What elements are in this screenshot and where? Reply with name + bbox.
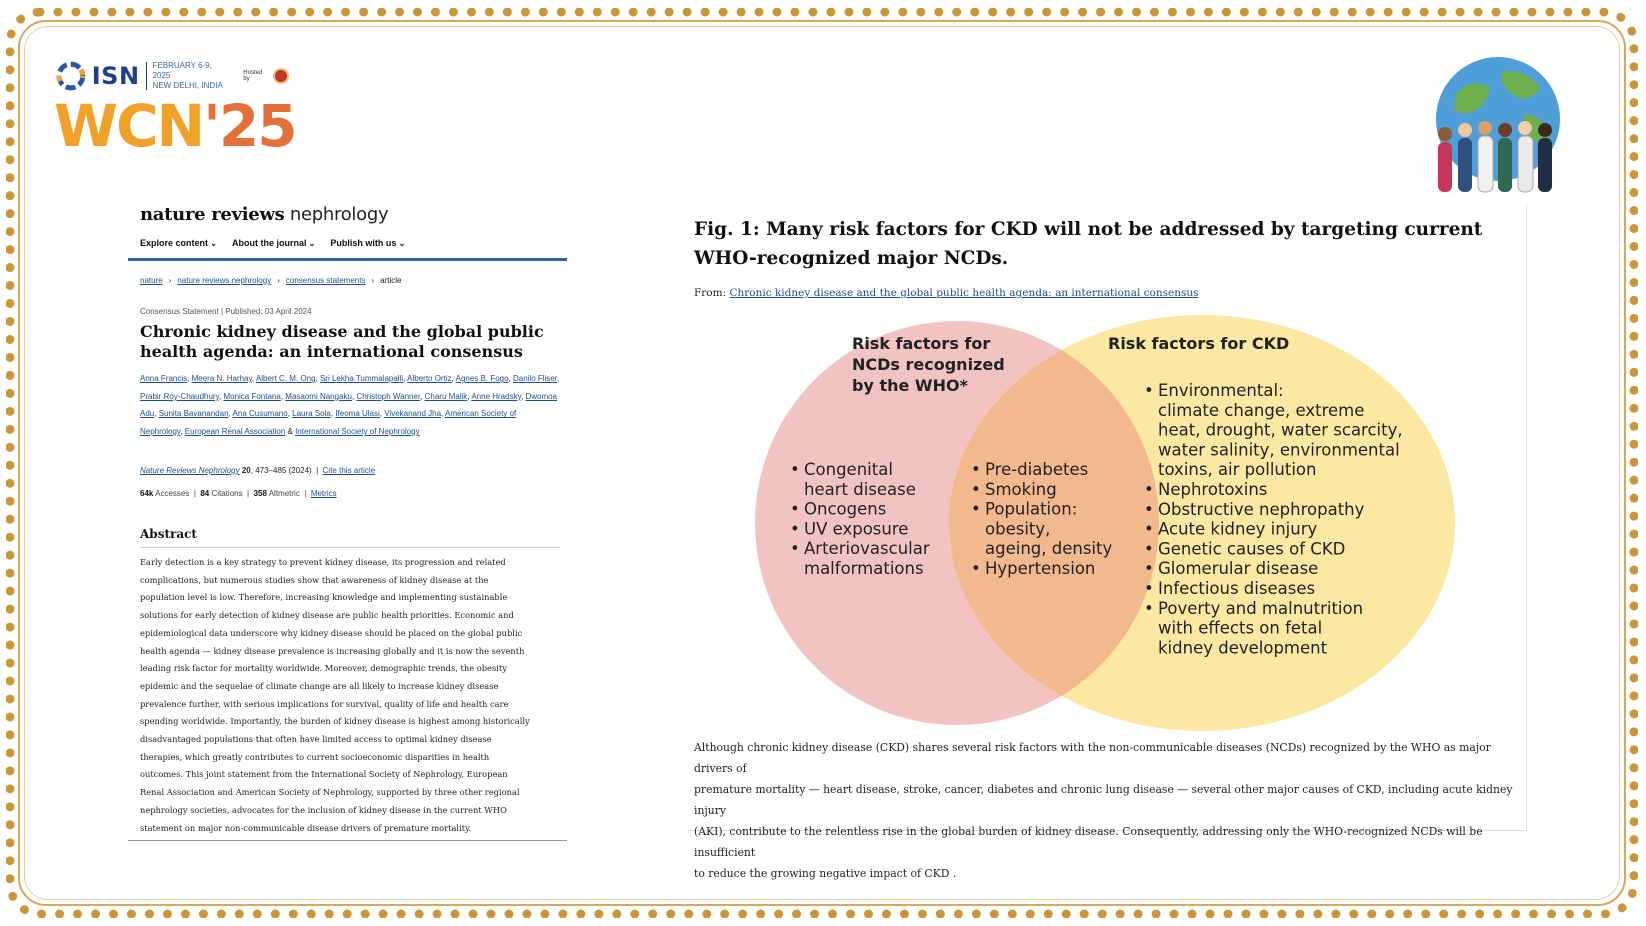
author-link[interactable]: American Society of Nephrology (140, 409, 517, 437)
author-link[interactable]: Agnes B. Fogo (455, 374, 509, 383)
author-link[interactable]: Meera N. Harhay (191, 374, 252, 383)
author-link[interactable]: Ana Cusumano (232, 409, 288, 419)
venn-item: Infectious diseases (1158, 579, 1316, 598)
bullet-icon: • (1144, 559, 1154, 579)
isn-ring-icon (54, 59, 88, 93)
abstract-line: health agenda — kidney disease prevalence is increasing globally and it is now the seventh (140, 645, 525, 656)
bullet-icon: • (1144, 519, 1154, 539)
venn-item: Smoking (985, 479, 1057, 499)
author-link[interactable]: European Renal Association (184, 427, 286, 437)
abstract-line: leading risk factor for mortality worldwide. Moreover, demographic trends, the obesity (140, 663, 507, 674)
abstract-line: population level is low. Therefore, increasing knowledge and implementing sustainable (140, 592, 508, 603)
journal-citation: Nature Reviews Nephrology 20, 473–485 (2024) | Cite this article (140, 466, 376, 475)
author-link[interactable]: Danilo Fliser (513, 374, 558, 383)
venn-item: Arteriovascular (804, 539, 930, 559)
wcn-wordmark: WCN'25 (54, 92, 296, 160)
nav-publish-with-us[interactable]: Publish with us ⌄ (330, 238, 405, 248)
abstract-line: Early detection is a key strategy to prevent kidney disease, its progression and related (140, 557, 506, 567)
publish-date: Published: 03 April 2024 (225, 307, 312, 316)
caption-line: premature mortality — heart disease, stroke, cancer, diabetes and chronic lung disease — several other major causes of CKD, including acute kidney injury (694, 783, 1513, 817)
author-link[interactable]: Christoph Wanner (356, 391, 421, 401)
author-link[interactable]: Anna Francis (140, 374, 188, 383)
venn-item: Congenital (804, 460, 893, 479)
venn-item: heat, drought, water scarcity, (1158, 420, 1403, 440)
venn-item: Population: (985, 499, 1078, 519)
breadcrumb-consensus[interactable]: consensus statements (285, 276, 366, 285)
venn-left-heading: NCDs recognized (852, 355, 1005, 374)
article-meta: Consensus Statement | Published: 03 April 2024 (140, 307, 312, 316)
abstract-line: complications, but numerous studies show that awareness of kidney disease at the (140, 574, 489, 585)
article-metrics: 64k Accesses | 84 Citations | 358 Altmetric | Metrics (140, 489, 337, 498)
congress-date: FEBRUARY 6-9, 2025 NEW DELHI, INDIA (152, 61, 223, 90)
metrics-link[interactable]: Metrics (310, 489, 337, 498)
venn-item: Genetic causes of CKD (1158, 539, 1346, 559)
venn-item: Pre-diabetes (985, 460, 1089, 479)
breadcrumb-nature[interactable]: nature (140, 276, 163, 285)
abstract-heading: Abstract (140, 527, 197, 541)
abstract-line: Renal Association and American Society of Nephrology, supported by three other regional (140, 787, 520, 798)
chevron-right-icon: › (371, 276, 375, 285)
venn-item: Acute kidney injury (1158, 519, 1318, 539)
author-link[interactable]: Ifeoma Ulasi (335, 409, 380, 419)
author-link[interactable]: Masaomi Nangaku (285, 391, 352, 401)
abstract-line: epidemic and the sequelae of climate change are all likely to increase kidney disease (140, 680, 499, 691)
author-list: Anna Francis, Meera N. Harhay, Albert C. M. Ong, Sri Lekha Tummalapalli, Alberto Ortiz, Agnes B. Fogo, Danilo Fliser, Prabir Roy-Chaudhury, Monica Fontana, Masaomi Nangaku, Christoph Wanner, Charu Malik, Anne Hradsky, Dwomoa Adu, Sunita Bavanandan, Ana Cusumano, Laura Sola, Ifeoma Ulasi, Vivekanand Jha, American Society of Nephrology, European Renal Association & International Society of Nephrology (140, 374, 560, 437)
journal-nav (140, 238, 405, 248)
venn-item: climate change, extreme (1158, 400, 1365, 420)
venn-diagram (752, 313, 1457, 733)
venn-item: Glomerular disease (1158, 559, 1319, 579)
author-link[interactable]: Laura Sola (292, 409, 331, 419)
author-link[interactable]: Monica Fontana (223, 391, 281, 401)
venn-item: heart disease (804, 479, 916, 499)
abstract-line: outcomes. This joint statement from the International Society of Nephrology, European (140, 769, 508, 780)
author-link[interactable]: Charu Malik (424, 391, 468, 401)
venn-item: Oncogens (804, 499, 887, 519)
venn-item: Nephrotoxins (1158, 480, 1268, 499)
journal-pages: , 473–485 (2024) (250, 466, 312, 475)
wcn25-logo (54, 58, 296, 160)
abstract-line: disadvantaged populations that often have limited access to optimal kidney disease (140, 734, 492, 745)
globe-people-illustration (1428, 54, 1568, 199)
nav-divider (128, 258, 567, 261)
hosted-by-label: Hosted by (243, 70, 263, 82)
venn-right-heading: Risk factors for CKD (1108, 334, 1290, 353)
venn-item: malformations (804, 559, 924, 578)
nav-explore-content[interactable]: Explore content ⌄ (140, 238, 217, 248)
article-card (128, 196, 567, 841)
isn-divider (146, 62, 147, 90)
journal-brand[interactable]: nature reviews nephrology (140, 204, 389, 225)
breadcrumb-journal[interactable]: nature reviews nephrology (177, 276, 272, 285)
bullet-icon: • (1144, 539, 1154, 559)
isn-header (54, 58, 289, 94)
bullet-icon: • (790, 460, 800, 479)
author-link[interactable]: Anne Hradsky (471, 391, 521, 401)
card-bottom-rule (128, 840, 567, 841)
venn-item: with effects on fetal (1158, 618, 1323, 638)
breadcrumb-current: article (380, 276, 402, 285)
nav-about-journal[interactable]: About the journal ⌄ (232, 238, 315, 248)
chevron-right-icon: › (277, 276, 280, 285)
venn-item: UV exposure (804, 519, 909, 539)
venn-item: ageing, density (985, 539, 1113, 559)
chevron-right-icon: › (168, 276, 172, 285)
bullet-icon: • (971, 559, 981, 578)
abstract-line: therapies, which greatly contributes to current socioeconomic disparities in health (140, 751, 490, 762)
author-link[interactable]: Vivekanand Jha (384, 409, 442, 419)
article-title: Chronic kidney disease and the global public health agenda: an international consensus (140, 322, 544, 361)
author-link[interactable]: Albert C. M. Ong (255, 374, 316, 383)
figure-source: From: Chronic kidney disease and the global public health agenda: an international consensus (694, 287, 1199, 299)
figure-panel (688, 205, 1527, 880)
abstract-text (140, 554, 560, 837)
source-article-link[interactable]: Chronic kidney disease and the global public health agenda: an international consensus (729, 287, 1199, 299)
bullet-icon: • (971, 460, 981, 479)
figure-title: Fig. 1: Many risk factors for CKD will not be addressed by targeting current WHO-recognized major NCDs. (694, 219, 1483, 269)
venn-left-heading: Risk factors for (852, 334, 991, 353)
venn-item: Hypertension (985, 559, 1096, 578)
abstract-line: nephrology societies, advocates for the inclusion of kidney disease in the current WHO (140, 804, 507, 815)
bullet-icon: • (971, 479, 981, 499)
bullet-icon: • (1144, 598, 1154, 618)
venn-left-heading: by the WHO* (852, 376, 968, 395)
bullet-icon: • (1144, 381, 1154, 400)
venn-item: Poverty and malnutrition (1158, 598, 1364, 618)
abstract-divider (140, 547, 560, 548)
author-link[interactable]: International Society of Nephrology (295, 427, 420, 437)
abstract-line: statement on major non-communicable disease drivers of premature mortality. (140, 822, 472, 833)
venn-item: obesity, (985, 519, 1051, 539)
caption-line: to reduce the growing negative impact of CKD . (694, 867, 957, 880)
author-link[interactable]: Sri Lekha Tummalapalli (319, 374, 404, 383)
caption-line: (AKI), contribute to the relentless rise in the global burden of kidney disease. Consequently, addressing only the WHO-recognized NCDs will be insufficient (694, 825, 1483, 859)
host-seal-icon (273, 68, 289, 84)
venn-item: Obstructive nephropathy (1158, 499, 1365, 519)
author-link[interactable]: Dwomoa Adu (140, 391, 558, 419)
abstract-line: epidemiological data underscore why kidney disease should be placed on the global public (140, 627, 523, 638)
bullet-icon: • (1144, 480, 1154, 499)
abstract-line: prevalence further, with serious implications for survival, quality of life and health care (140, 698, 509, 709)
bullet-icon: • (1144, 579, 1154, 598)
bullet-icon: • (790, 539, 800, 559)
bullet-icon: • (971, 499, 981, 519)
cite-article-link[interactable]: Cite this article (322, 466, 376, 475)
bullet-icon: • (1144, 499, 1154, 519)
journal-volume: 20 (241, 466, 251, 475)
abstract-line: solutions for early detection of kidney disease are public health priorities. Economic and (140, 610, 514, 621)
venn-item: water salinity, environmental (1158, 440, 1400, 460)
author-link[interactable]: Sunita Bavanandan (158, 409, 229, 419)
author-link[interactable]: Prabir Roy-Chaudhury (140, 391, 219, 401)
breadcrumb (140, 276, 402, 285)
figure-caption (694, 737, 1524, 884)
caption-line: Although chronic kidney disease (CKD) shares several risk factors with the non-communicable diseases (NCDs) recognized by the WHO as major drivers of (694, 741, 1491, 775)
venn-item: toxins, air pollution (1158, 460, 1317, 480)
isn-wordmark: ISN (91, 62, 140, 90)
author-link[interactable]: Alberto Ortiz (407, 374, 452, 383)
journal-name-link[interactable]: Nature Reviews Nephrology (140, 466, 240, 475)
abstract-line: spending worldwide. Importantly, the burden of kidney disease is highest among historically (140, 716, 530, 727)
venn-item: Environmental: (1158, 381, 1284, 400)
bullet-icon: • (790, 499, 800, 519)
venn-item: kidney development (1158, 638, 1328, 658)
bullet-icon: • (790, 519, 800, 539)
article-type: Consensus Statement (140, 307, 219, 316)
